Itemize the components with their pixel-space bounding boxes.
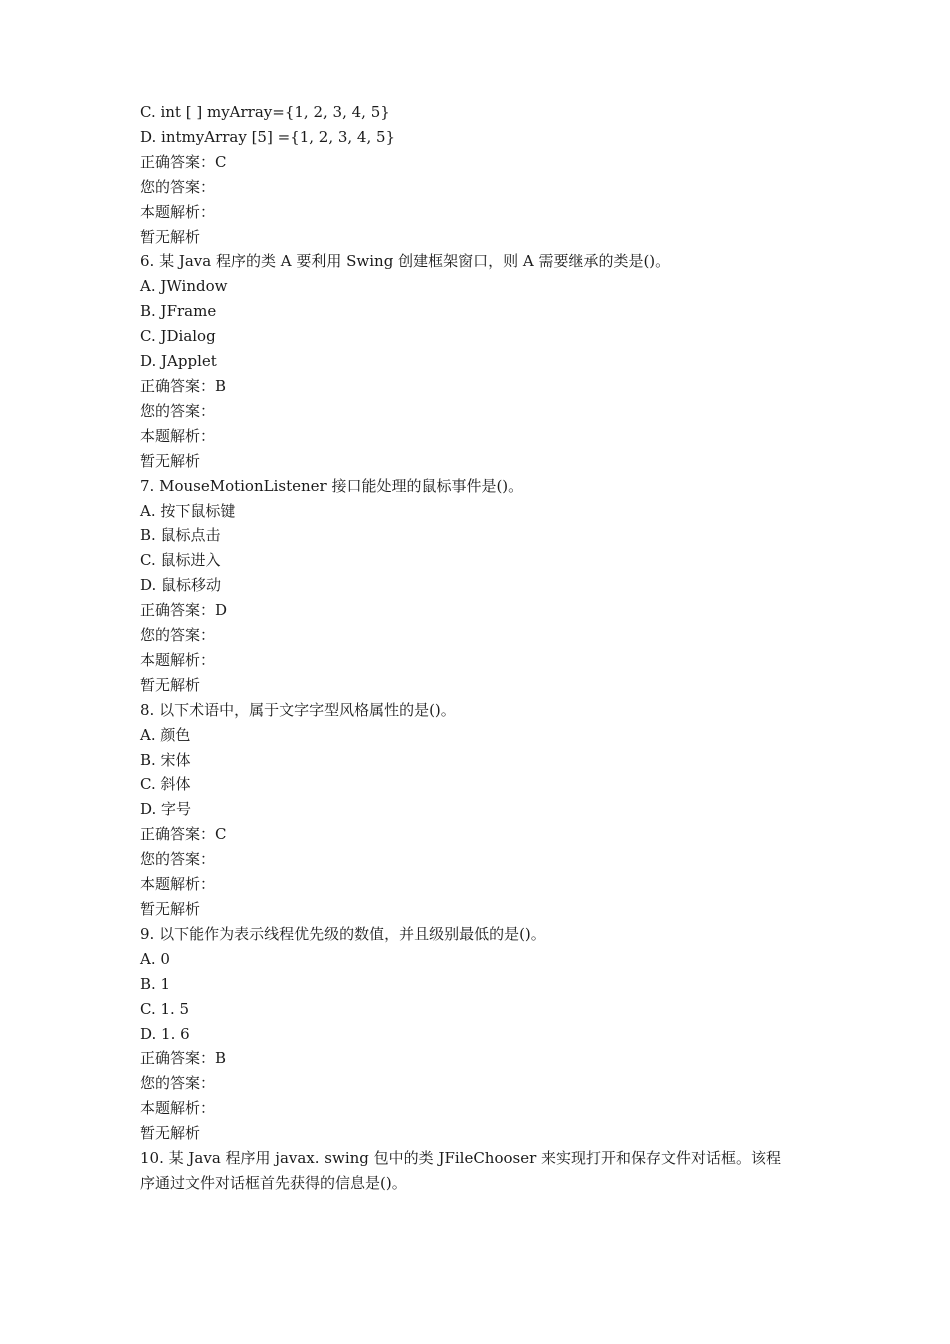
analysis-label: 本题解析： [140,650,216,669]
question-5-tail [140,100,820,249]
analysis-text: 暂无解析 [140,451,201,470]
option-b: B. 1 [140,974,171,993]
question-stem: 9. 以下能作为表示线程优先级的数值，并且级别最低的是()。 [140,924,546,943]
option-b: B. 宋体 [140,750,191,769]
option-b: B. JFrame [140,302,217,321]
your-answer: 您的答案： [140,401,216,420]
question-stem: 8. 以下术语中，属于文字字型风格属性的是()。 [140,700,456,719]
your-answer: 您的答案： [140,1074,216,1093]
your-answer: 您的答案： [140,177,216,196]
question-9 [140,922,820,1146]
question-10 [140,1146,820,1196]
correct-answer: 正确答案：B [140,376,227,395]
question-7 [140,474,820,698]
option-d: D. JApplet [140,352,217,371]
analysis-label: 本题解析： [140,202,216,221]
option-a: A. JWindow [140,277,228,296]
analysis-label: 本题解析： [140,426,216,445]
question-6 [140,249,820,473]
option-a: A. 按下鼠标键 [140,501,236,520]
document-page [140,100,820,1196]
option-c: C. 1. 5 [140,999,190,1018]
option-b: B. 鼠标点击 [140,526,221,545]
analysis-text: 暂无解析 [140,227,201,246]
option-a: A. 0 [140,949,170,968]
option-d: D. intmyArray [5] ={1, 2, 3, 4, 5} [140,127,396,146]
correct-answer: 正确答案：C [140,152,227,171]
option-d: D. 1. 6 [140,1024,190,1043]
question-stem: 7. MouseMotionListener 接口能处理的鼠标事件是()。 [140,476,524,495]
question-stem: 6. 某 Java 程序的类 A 要利用 Swing 创建框架窗口，则 A 需要继承的类是()。 [140,252,671,271]
option-c: C. 鼠标进入 [140,551,221,570]
your-answer: 您的答案： [140,850,216,869]
your-answer: 您的答案： [140,626,216,645]
analysis-text: 暂无解析 [140,1124,201,1143]
analysis-label: 本题解析： [140,875,216,894]
option-c: C. int [ ] myArray={1, 2, 3, 4, 5} [140,103,390,121]
question-8 [140,698,820,922]
question-stem-line-2: 序通过文件对话框首先获得的信息是()。 [140,1173,407,1192]
analysis-label: 本题解析： [140,1099,216,1118]
option-c: C. JDialog [140,327,216,346]
correct-answer: 正确答案：D [140,601,228,620]
correct-answer: 正确答案：B [140,1049,227,1068]
question-stem-line-1: 10. 某 Java 程序用 javax. swing 包中的类 JFileChooser 来实现打开和保存文件对话框。该程 [140,1149,782,1168]
option-a: A. 颜色 [140,725,191,744]
option-d: D. 鼠标移动 [140,576,222,595]
option-c: C. 斜体 [140,775,191,794]
option-d: D. 字号 [140,800,192,819]
correct-answer: 正确答案：C [140,825,227,844]
analysis-text: 暂无解析 [140,675,201,694]
analysis-text: 暂无解析 [140,900,201,918]
